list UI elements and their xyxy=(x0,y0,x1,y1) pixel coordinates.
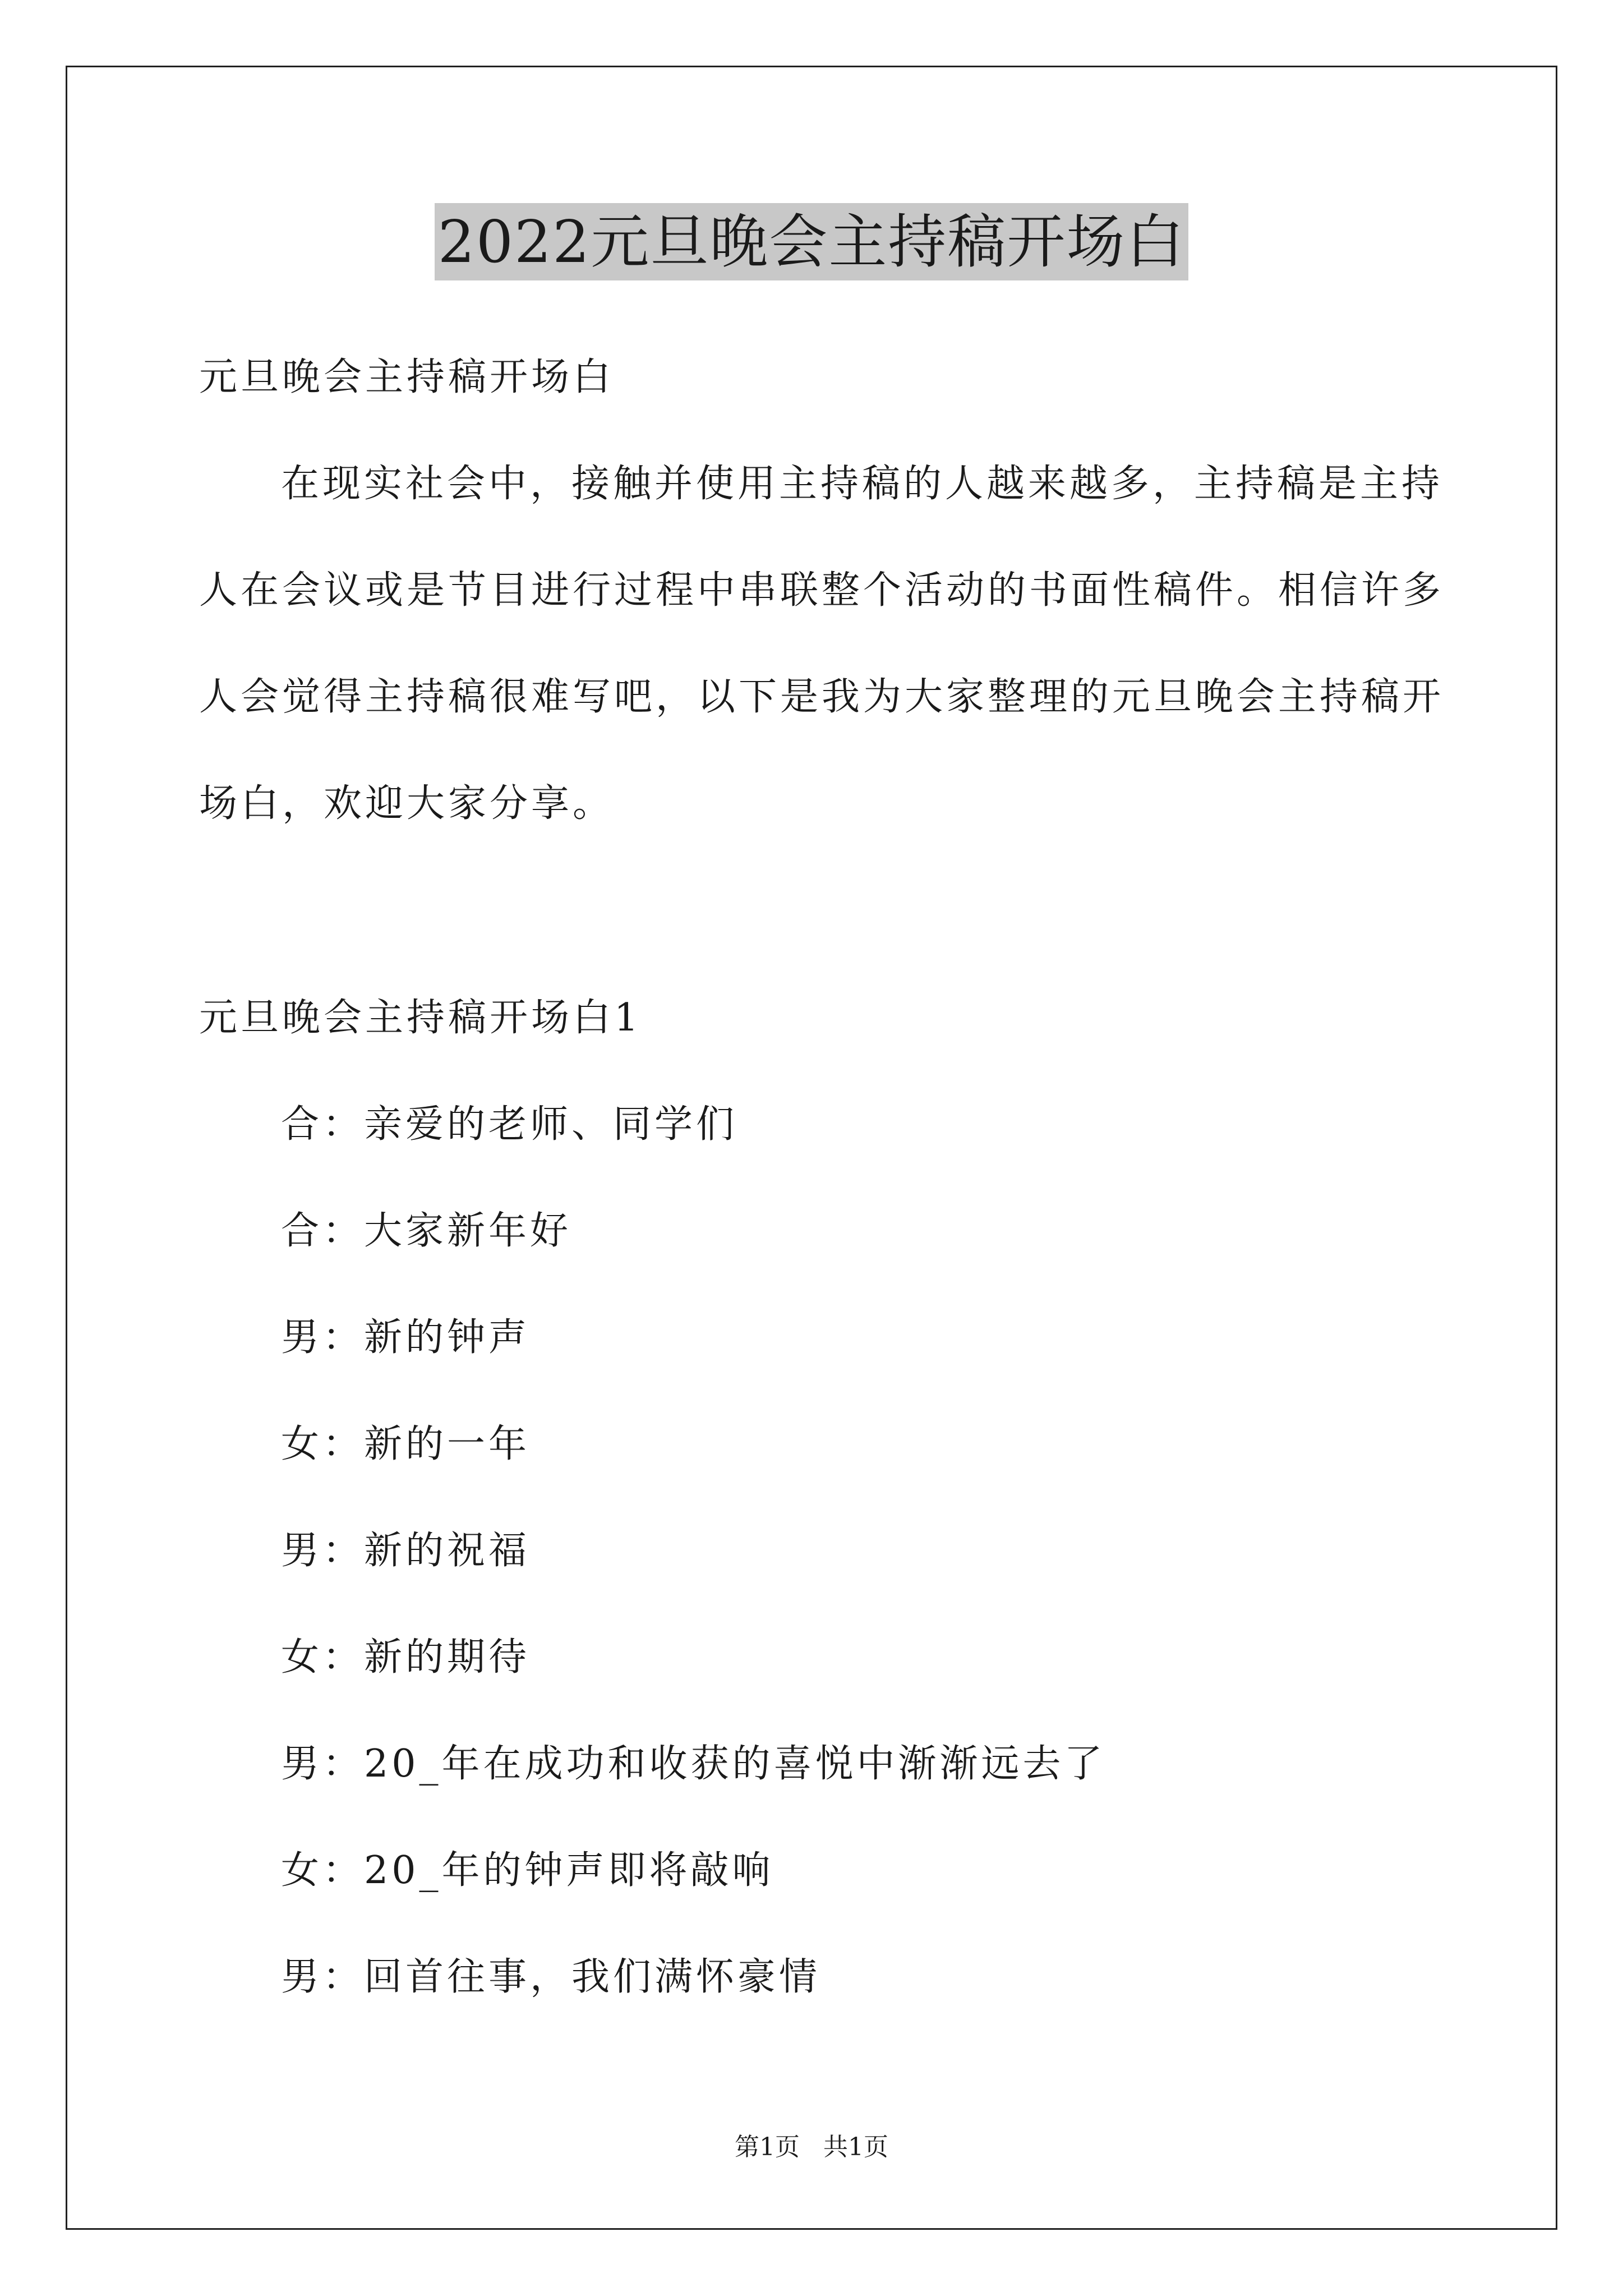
intro-line: 人会觉得主持稿很难写吧，以下是我为大家整理的元旦晚会主持稿开 xyxy=(199,675,1445,719)
subtitle: 元旦晚会主持稿开场白 xyxy=(199,355,615,399)
dialogue-line: 女：20_年的钟声即将敲响 xyxy=(281,1848,774,1893)
page-total: 共1页 xyxy=(823,2133,888,2161)
dialogue-line: 女：新的一年 xyxy=(281,1422,531,1466)
dialogue-line: 女：新的期待 xyxy=(281,1635,531,1680)
dialogue-line: 男：20_年在成功和收获的喜悦中渐渐远去了 xyxy=(281,1742,1106,1786)
dialogue-line: 男：新的祝福 xyxy=(281,1529,531,1573)
dialogue-line: 男：回首往事，我们满怀豪情 xyxy=(281,1955,821,1999)
page-number: 第1页 xyxy=(735,2133,800,2161)
section-heading: 元旦晚会主持稿开场白1 xyxy=(199,996,642,1040)
page-footer xyxy=(0,2131,1623,2164)
dialogue-line: 合：亲爱的老师、同学们 xyxy=(281,1102,738,1147)
title-container xyxy=(0,203,1623,280)
dialogue-line: 合：大家新年好 xyxy=(281,1209,572,1253)
intro-line: 人在会议或是节目进行过程中串联整个活动的书面性稿件。相信许多 xyxy=(199,568,1445,613)
dialogue-line: 男：新的钟声 xyxy=(281,1315,531,1360)
document-title: 2022元旦晚会主持稿开场白 xyxy=(435,203,1189,280)
intro-line: 场白，欢迎大家分享。 xyxy=(199,781,615,826)
intro-line: 在现实社会中，接触并使用主持稿的人越来越多，主持稿是主持 xyxy=(281,462,1444,506)
